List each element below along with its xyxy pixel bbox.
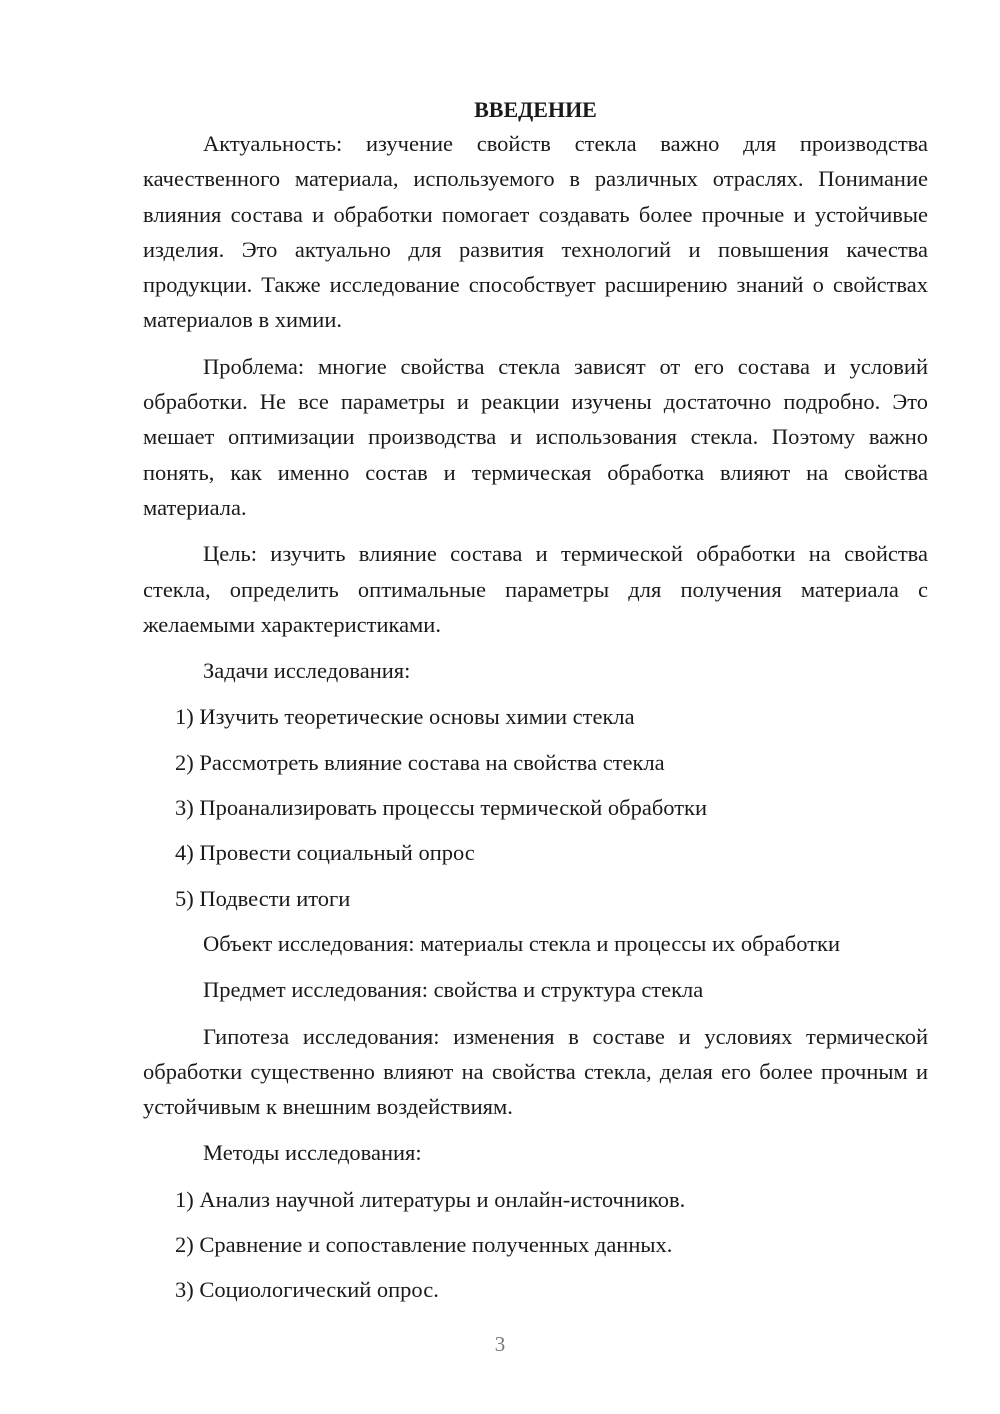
page-number: 3: [494, 1332, 506, 1356]
section-title: ВВЕДЕНИЕ: [474, 97, 597, 122]
hypothesis-paragraph: Гипотеза исследования: изменения в составе и условиях термической обработки существенно влияют на свойства стекла, делая его более прочным и устойчивым к внешним воздействиям.: [143, 1023, 928, 1120]
document-page: [143, 92, 928, 1318]
problem-paragraph: Проблема: многие свойства стекла зависят от его состава и условий обработки. Не все параметры и реакции изучены достаточно подробно. Это мешает оптимизации производства и использования стекла. Поэтому важно понять, как именно состав и термическая обработка влияют на свойства материала.: [143, 353, 928, 520]
tasks-list: [143, 699, 928, 915]
goal-paragraph: Цель: изучить влияние состава и термической обработки на свойства стекла, определить оптимальные параметры для получения материала с желаемыми характеристиками.: [143, 541, 928, 637]
subject-paragraph: Предмет исследования: свойства и структура стекла: [203, 977, 704, 1003]
list-item: 4) Провести социальный опрос: [175, 840, 475, 866]
list-item: 3) Социологический опрос.: [175, 1277, 439, 1303]
tasks-heading: Задачи исследования:: [203, 658, 411, 684]
list-item: 1) Изучить теоретические основы химии стекла: [175, 704, 635, 730]
list-item: 2) Рассмотреть влияние состава на свойства стекла: [175, 749, 665, 775]
list-item: 3) Проанализировать процессы термической обработки: [175, 795, 708, 821]
object-paragraph: Объект исследования: материалы стекла и процессы их обработки: [203, 930, 840, 956]
methods-list: [143, 1182, 928, 1308]
list-item: 5) Подвести итоги: [175, 885, 351, 911]
list-item: 2) Сравнение и сопоставление полученных данных.: [175, 1232, 673, 1258]
relevance-paragraph: Актуальность: изучение свойств стекла важно для производства качественного материала, используемого в различных отраслях. Понимание влияния состава и обработки помогает создавать более прочные и устойчивые изделия. Это актуально для развития технологий и повышения качества продукции. Также исследование способствует расширению знаний о свойствах материалов в химии.: [143, 131, 928, 333]
list-item: 1) Анализ научной литературы и онлайн-источников.: [175, 1186, 686, 1212]
methods-heading: Методы исследования:: [203, 1140, 422, 1166]
